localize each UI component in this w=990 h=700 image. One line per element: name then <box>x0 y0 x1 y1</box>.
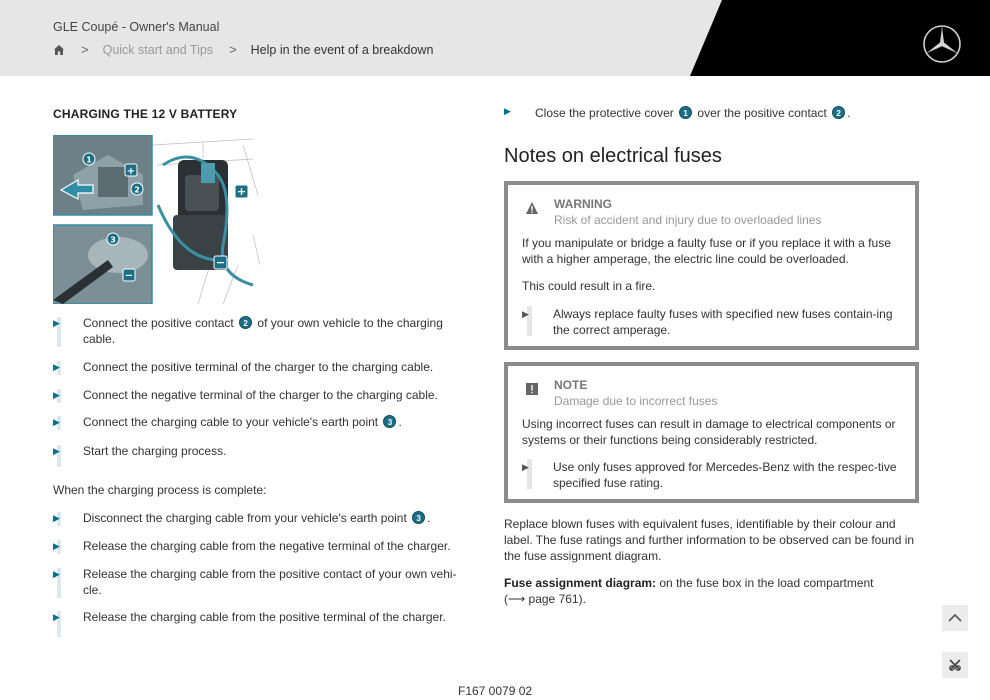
fuse-replacement-paragraph: Replace blown fuses with equivalent fuses, identifiable by their colour and label. The fuse ratings and further information to be observed can be found in the fuse assignment diagram. <box>504 517 915 563</box>
svg-text:−: − <box>215 256 226 269</box>
step-release-charger-positive: ▶ Release the charging cable from the positive terminal of the charger. <box>53 609 463 625</box>
step-arrow-icon: ▶ <box>53 318 60 328</box>
breadcrumb-quick-start[interactable]: Quick start and Tips <box>102 42 214 57</box>
note-body: Using incorrect fuses can result in damage to electrical components or systems or their functions being considerably restricted. <box>522 417 896 447</box>
step-arrow-icon: ▶ <box>53 569 60 579</box>
step-arrow-icon: ▶ <box>522 462 529 472</box>
note-title: NOTE <box>554 378 588 392</box>
step-arrow-icon: ▶ <box>53 612 60 622</box>
fuse-assignment-paragraph: Fuse assignment diagram: on the fuse box in the load compartment (⟶ page 761). <box>504 576 874 606</box>
breadcrumb-current: Help in the event of a breakdown <box>250 42 434 57</box>
svg-text:1: 1 <box>86 155 92 165</box>
chevron-right-icon: > <box>229 42 237 57</box>
step-arrow-icon: ▶ <box>53 362 60 372</box>
svg-text:−: − <box>124 270 134 282</box>
section-heading: CHARGING THE 12 V BATTERY <box>53 107 238 121</box>
chevron-right-icon: > <box>81 42 89 57</box>
warning-step: ▶ Always replace faulty fuses with specified new fuses contain-ing the correct amperage. <box>522 307 893 337</box>
step-arrow-icon: ▶ <box>53 390 60 400</box>
step-connect-positive-contact: ▶ Connect the positive contact 2 of your own vehicle to the charging cable. <box>53 316 443 346</box>
step-connect-charger-negative: ▶ Connect the negative terminal of the charger to the charging cable. <box>53 388 438 402</box>
svg-text:+: + <box>126 166 136 177</box>
step-connect-earth-point: ▶ Connect the charging cable to your vehicle's earth point 3 . <box>53 415 402 429</box>
charging-complete-label: When the charging process is complete: <box>53 483 267 497</box>
svg-text:2: 2 <box>134 185 140 195</box>
battery-charging-illustration <box>53 135 260 304</box>
step-release-positive-contact: ▶ Release the charging cable from the positive contact of your own vehi-cle. <box>53 567 457 597</box>
mercedes-star-logo[interactable] <box>922 24 962 64</box>
step-close-protective-cover: ▶ Close the protective cover 1 over the positive contact 2 . <box>504 106 851 120</box>
image-reference-code: F167 0079 02 <box>458 684 533 698</box>
callout-2: 2 <box>832 106 845 119</box>
home-icon[interactable] <box>53 44 65 56</box>
fuse-assignment-label: Fuse assignment diagram: <box>504 576 657 590</box>
manual-title: GLE Coupé - Owner's Manual <box>53 20 220 34</box>
warning-title: WARNING <box>554 197 612 211</box>
note-box <box>504 362 919 503</box>
warning-box <box>504 181 919 350</box>
note-step: ▶ Use only fuses approved for Mercedes-Benz with the respec-tive specified fuse rating. <box>522 460 897 490</box>
step-start-charging: ▶ Start the charging process. <box>53 443 463 459</box>
warning-body-fire: This could result in a fire. <box>522 279 656 293</box>
breadcrumb <box>53 42 433 57</box>
step-arrow-icon: ▶ <box>522 309 529 319</box>
callout-2: 2 <box>239 316 252 329</box>
note-exclamation-icon <box>525 382 539 396</box>
tools-icon <box>947 657 963 673</box>
step-arrow-icon: ▶ <box>504 106 511 116</box>
warning-body: If you manipulate or bridge a faulty fuse or if you replace it with a fuse with a higher amperage, the electric line could be overloaded. <box>522 236 891 266</box>
step-arrow-icon: ▶ <box>53 541 60 551</box>
notes-heading: Notes on electrical fuses <box>504 145 722 167</box>
step-arrow-icon: ▶ <box>53 513 60 523</box>
step-disconnect-earth-point: ▶ Disconnect the charging cable from your vehicle's earth point 3 . <box>53 511 431 525</box>
step-arrow-icon: ▶ <box>53 446 60 456</box>
scroll-up-button[interactable] <box>942 605 968 631</box>
callout-3: 3 <box>412 511 425 524</box>
step-connect-charger-positive: ▶ Connect the positive terminal of the charger to the charging cable. <box>53 360 434 374</box>
step-release-charger-negative: ▶ Release the charging cable from the negative terminal of the charger. <box>53 539 451 553</box>
warning-subtitle: Risk of accident and injury due to overloaded lines <box>554 213 822 227</box>
callout-1: 1 <box>679 106 692 119</box>
tools-button[interactable] <box>942 652 968 678</box>
svg-text:+: + <box>236 185 247 198</box>
page-reference-link[interactable]: (⟶ page 761). <box>504 592 586 606</box>
note-subtitle: Damage due to incorrect fuses <box>554 394 718 408</box>
callout-3: 3 <box>383 415 396 428</box>
step-arrow-icon: ▶ <box>53 417 60 427</box>
svg-text:3: 3 <box>110 235 116 245</box>
chevron-up-icon <box>948 613 962 623</box>
warning-triangle-icon <box>525 201 539 215</box>
